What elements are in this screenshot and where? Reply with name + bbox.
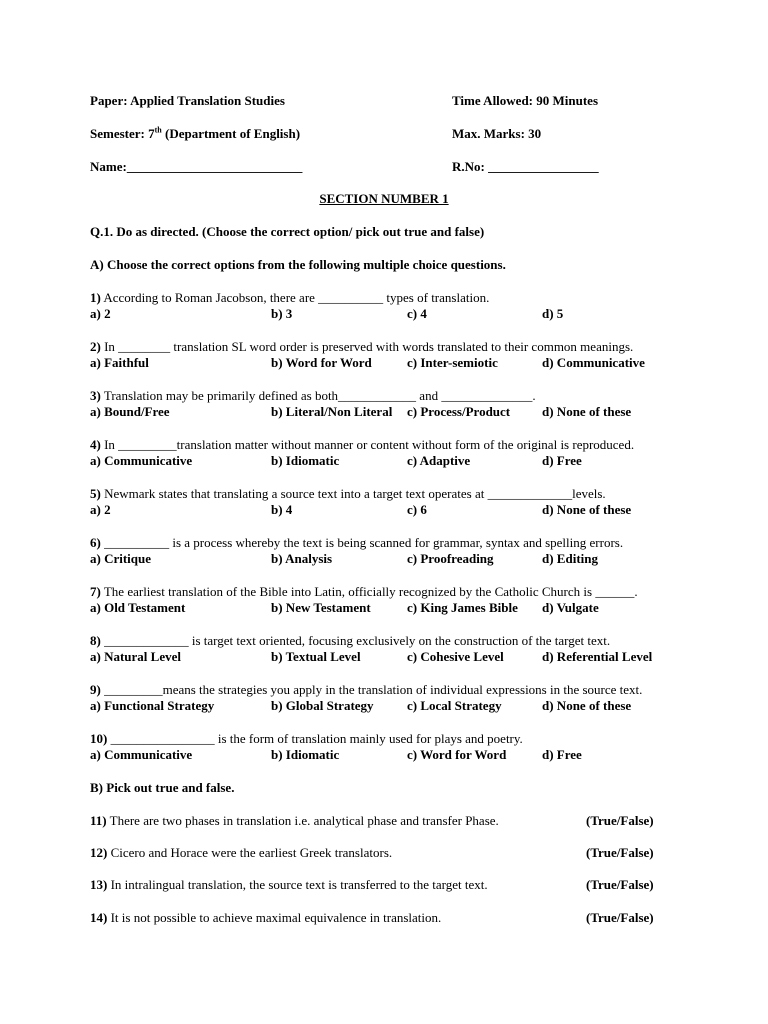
mcq-question <box>90 388 710 420</box>
answer-options <box>90 404 710 420</box>
header-row-1 <box>90 93 690 109</box>
answer-option: a) Communicative <box>90 747 193 762</box>
answer-option: c) Local Strategy <box>407 698 502 713</box>
header-row-3 <box>90 159 690 175</box>
answer-option: b) Analysis <box>271 551 333 566</box>
question-stem <box>90 486 710 502</box>
true-false-item <box>90 845 670 861</box>
answer-option: c) Proofreading <box>407 551 494 566</box>
name-field: Name:___________________________ <box>90 159 303 174</box>
question-number: 4) <box>90 437 101 452</box>
mcq-question <box>90 535 710 567</box>
mcq-question <box>90 437 710 469</box>
question-text: Newmark states that translating a source text into a target text operates at _____________levels. <box>100 486 606 501</box>
question-text: _________means the strategies you apply in the translation of individual expressions in the source text. <box>100 682 643 697</box>
question-stem <box>90 388 710 404</box>
answer-options <box>90 600 710 616</box>
answer-option: d) None of these <box>542 502 632 517</box>
true-false-marker: (True/False) <box>586 813 654 828</box>
question-text: According to Roman Jacobson, there are __________ types of translation. <box>100 290 490 305</box>
question-number: 10) <box>90 731 108 746</box>
answer-option: d) Referential Level <box>542 649 653 664</box>
answer-option: b) Idiomatic <box>271 453 340 468</box>
mcq-question <box>90 584 710 616</box>
answer-option: c) Word for Word <box>407 747 507 762</box>
mcq-question <box>90 731 710 763</box>
answer-option: a) Natural Level <box>90 649 181 664</box>
question-stem <box>90 584 710 600</box>
mcq-question <box>90 290 710 322</box>
question-number: 8) <box>90 633 101 648</box>
question-stem <box>90 437 710 453</box>
question-stem <box>90 290 710 306</box>
question-number: 11) <box>90 813 107 828</box>
question-text: _____________ is target text oriented, focusing exclusively on the construction of the target text. <box>100 633 611 648</box>
answer-options <box>90 551 710 567</box>
answer-option: d) None of these <box>542 698 632 713</box>
answer-option: a) Critique <box>90 551 152 566</box>
answer-option: b) Idiomatic <box>271 747 340 762</box>
time-allowed: Time Allowed: 90 Minutes <box>452 93 599 108</box>
answer-option: a) Old Testament <box>90 600 186 615</box>
answer-option: c) Process/Product <box>407 404 511 419</box>
answer-options <box>90 698 710 714</box>
part-b-heading: B) Pick out true and false. <box>90 780 235 795</box>
answer-options <box>90 747 710 763</box>
question-number: 14) <box>90 910 108 925</box>
question-stem <box>90 682 710 698</box>
answer-option: d) Editing <box>542 551 598 566</box>
answer-option: a) Communicative <box>90 453 193 468</box>
answer-options <box>90 453 710 469</box>
statement-text: There are two phases in translation i.e. analytical phase and transfer Phase. <box>106 813 499 828</box>
true-false-marker: (True/False) <box>586 845 654 860</box>
question-text: In _________translation matter without manner or content without form of the original is reproduced. <box>100 437 635 452</box>
answer-option: d) Free <box>542 453 582 468</box>
max-marks: Max. Marks: 30 <box>452 126 542 141</box>
answer-options <box>90 355 710 371</box>
answer-option: c) Inter-semiotic <box>407 355 498 370</box>
header-row-2 <box>90 126 690 142</box>
roll-number-field: R.No: _________________ <box>452 159 599 174</box>
answer-option: b) New Testament <box>271 600 371 615</box>
answer-option: d) Free <box>542 747 582 762</box>
answer-option: c) King James Bible <box>407 600 518 615</box>
q1-heading: Q.1. Do as directed. (Choose the correct option/ pick out true and false) <box>90 224 485 239</box>
answer-options <box>90 306 710 322</box>
question-number: 5) <box>90 486 101 501</box>
answer-option: b) Word for Word <box>271 355 372 370</box>
answer-option: c) Adaptive <box>407 453 471 468</box>
section-title: SECTION NUMBER 1 <box>319 191 449 206</box>
part-a-heading: A) Choose the correct options from the following multiple choice questions. <box>90 257 506 272</box>
answer-option: d) None of these <box>542 404 632 419</box>
question-text: __________ is a process whereby the text is being scanned for grammar, syntax and spelling errors. <box>100 535 624 550</box>
answer-option: d) 5 <box>542 306 564 321</box>
mcq-question <box>90 339 710 371</box>
question-stem <box>90 731 710 747</box>
question-text: ________________ is the form of translation mainly used for plays and poetry. <box>107 731 523 746</box>
true-false-item <box>90 910 670 926</box>
question-stem <box>90 535 710 551</box>
answer-options <box>90 649 710 665</box>
true-false-marker: (True/False) <box>586 910 654 925</box>
question-number: 2) <box>90 339 101 354</box>
question-text: The earliest translation of the Bible into Latin, officially recognized by the Catholic Church is ______. <box>100 584 638 599</box>
question-number: 12) <box>90 845 108 860</box>
answer-option: b) Global Strategy <box>271 698 374 713</box>
answer-option: c) Cohesive Level <box>407 649 504 664</box>
true-false-item <box>90 877 670 893</box>
statement-text: It is not possible to achieve maximal equivalence in translation. <box>107 910 442 925</box>
mcq-question <box>90 682 710 714</box>
answer-option: b) 4 <box>271 502 293 517</box>
question-number: 7) <box>90 584 101 599</box>
answer-options <box>90 502 710 518</box>
answer-option: a) Functional Strategy <box>90 698 215 713</box>
statement-text: In intralingual translation, the source text is transferred to the target text. <box>107 877 488 892</box>
question-number: 6) <box>90 535 101 550</box>
answer-option: b) 3 <box>271 306 293 321</box>
question-number: 1) <box>90 290 101 305</box>
question-stem <box>90 339 710 355</box>
question-text: In ________ translation SL word order is preserved with words translated to their common meanings. <box>100 339 634 354</box>
question-number: 3) <box>90 388 101 403</box>
question-stem <box>90 633 710 649</box>
answer-option: a) 2 <box>90 502 111 517</box>
question-number: 9) <box>90 682 101 697</box>
true-false-marker: (True/False) <box>586 877 654 892</box>
answer-option: c) 4 <box>407 306 427 321</box>
question-text: Translation may be primarily defined as both____________ and ______________. <box>100 388 536 403</box>
true-false-item <box>90 813 670 829</box>
answer-option: d) Vulgate <box>542 600 599 615</box>
answer-option: c) 6 <box>407 502 427 517</box>
answer-option: a) Faithful <box>90 355 149 370</box>
answer-option: a) Bound/Free <box>90 404 170 419</box>
mcq-question <box>90 633 710 665</box>
question-number: 13) <box>90 877 108 892</box>
answer-option: b) Literal/Non Literal <box>271 404 393 419</box>
answer-option: a) 2 <box>90 306 111 321</box>
answer-option: d) Communicative <box>542 355 645 370</box>
answer-option: b) Textual Level <box>271 649 361 664</box>
statement-text: Cicero and Horace were the earliest Greek translators. <box>107 845 393 860</box>
semester: Semester: 7th (Department of English) <box>90 125 301 141</box>
mcq-question <box>90 486 710 518</box>
paper-title: Paper: Applied Translation Studies <box>90 93 285 108</box>
